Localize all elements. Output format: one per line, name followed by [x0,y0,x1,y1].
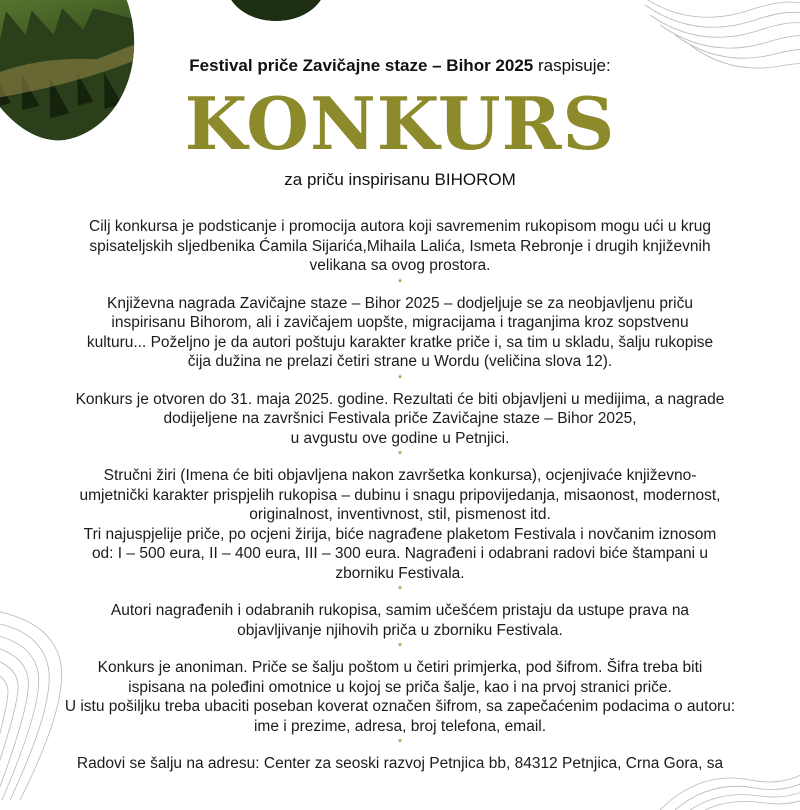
page-title: KONKURS [184,81,616,166]
paragraph-line: dodijeljene na završnici Festivala priče Zavičajne staze – Bihor 2025, [163,410,637,427]
paragraph [40,466,760,583]
paragraph [40,294,760,372]
separator-star: * [397,372,403,385]
separator-star: * [397,737,403,749]
separator-star: * [397,584,403,596]
separator-star: * [397,449,403,461]
paragraph-line: Književna nagrada Zavičajne staze – Bihor 2025 – dodjeljuje se za neobjavljenu priču [107,294,693,312]
paragraph [40,601,760,640]
paragraph-line: čija dužina ne prelazi četiri strane u Wordu (veličina slova 12). [187,353,613,370]
paragraph [40,217,760,276]
page-subtitle: za priču inspirisanu BIHOROM [284,170,516,189]
paragraph-line: Konkurs je anoniman. Priče se šalju poštom u četiri primjerka, pod šifrom. Šifra treba biti [97,659,703,676]
paragraph-line: spisateljskih sljedbenika Ćamila Sijarića,Mihaila Lalića, Ismeta Rebronje i drugih književnih [89,237,711,255]
festival-name: Festival priče Zavičajne staze – Bihor 2025 [189,56,534,75]
paragraph [40,658,760,736]
festival-header [0,56,800,76]
paragraph-line: Konkurs je otvoren do 31. maja 2025. godine. Rezultati će biti objavljeni u medijima, a nagrade [75,390,725,408]
paragraph-line: zborniku Festivala. [335,564,465,582]
announcement-body [40,217,760,774]
header-suffix: raspisuje: [533,56,611,75]
paragraph-line: originalnost, inventivnost, stil, pismenost itd. [249,506,551,523]
paragraph [40,390,760,449]
separator-star: * [397,641,403,653]
paragraph-line: ime i prezime, adresa, broj telefona, email. [253,717,547,735]
paragraph-line: Radovi se šalju na adresu: Center za seoski razvoj Petnjica bb, 84312 Petnjica, Crna Gora, sa [76,755,724,772]
paragraph-line: u avgustu ove godine u Petnjici. [290,429,510,447]
paragraph-line: Stručni žiri (Imena će biti objavljena nakon završetka konkursa), ocjenjivaće književno- [103,467,697,484]
paragraph-line: ispisana na poleđini omotnice u kojoj se priča šalje, kao i na prvoj stranici priče. [128,678,672,696]
forest-photo-small [226,0,326,21]
paragraph-line: kulturu... Poželjno je da autori poštuju karakter kratke priče i, sa tim u skladu, šalju rukopise [86,333,714,351]
paragraph-line: Autori nagrađenih i odabranih rukopisa, samim učešćem pristaju da ustupe prava na [110,602,690,619]
paragraph-line: Cilj konkursa je podsticanje i promocija autora koji savremenim rukopisom mogu ući u krug [89,218,711,235]
paragraph-line: inspirisanu Bihorom, ali i zavičajem uopšte, migracijama i traganjima kroz sopstvenu [111,314,689,331]
paragraph-line: objavljivanje njihovih priča u zborniku Festivala. [237,621,563,639]
paragraph-line: umjetnički karakter prispjelih rukopisa – dubinu i snagu pripovijedanja, misaonost, modernost, [79,486,721,504]
paragraph-line: Tri najuspjelije priče, po ocjeni žirija, biće nagrađene plaketom Festivala i novčanim iznosom [83,525,717,543]
separator-star: * [397,276,403,289]
paragraph-line: od: I – 500 eura, II – 400 eura, III – 300 eura. Nagrađeni i odabrani radovi biće štampani u [91,545,709,562]
paragraph-line: velikana sa ovog prostora. [309,257,491,274]
paragraph-line: U istu pošiljku treba ubaciti poseban koverat označen šifrom, sa zapečaćenim podacima o autoru: [64,698,736,715]
paragraph [40,754,760,774]
